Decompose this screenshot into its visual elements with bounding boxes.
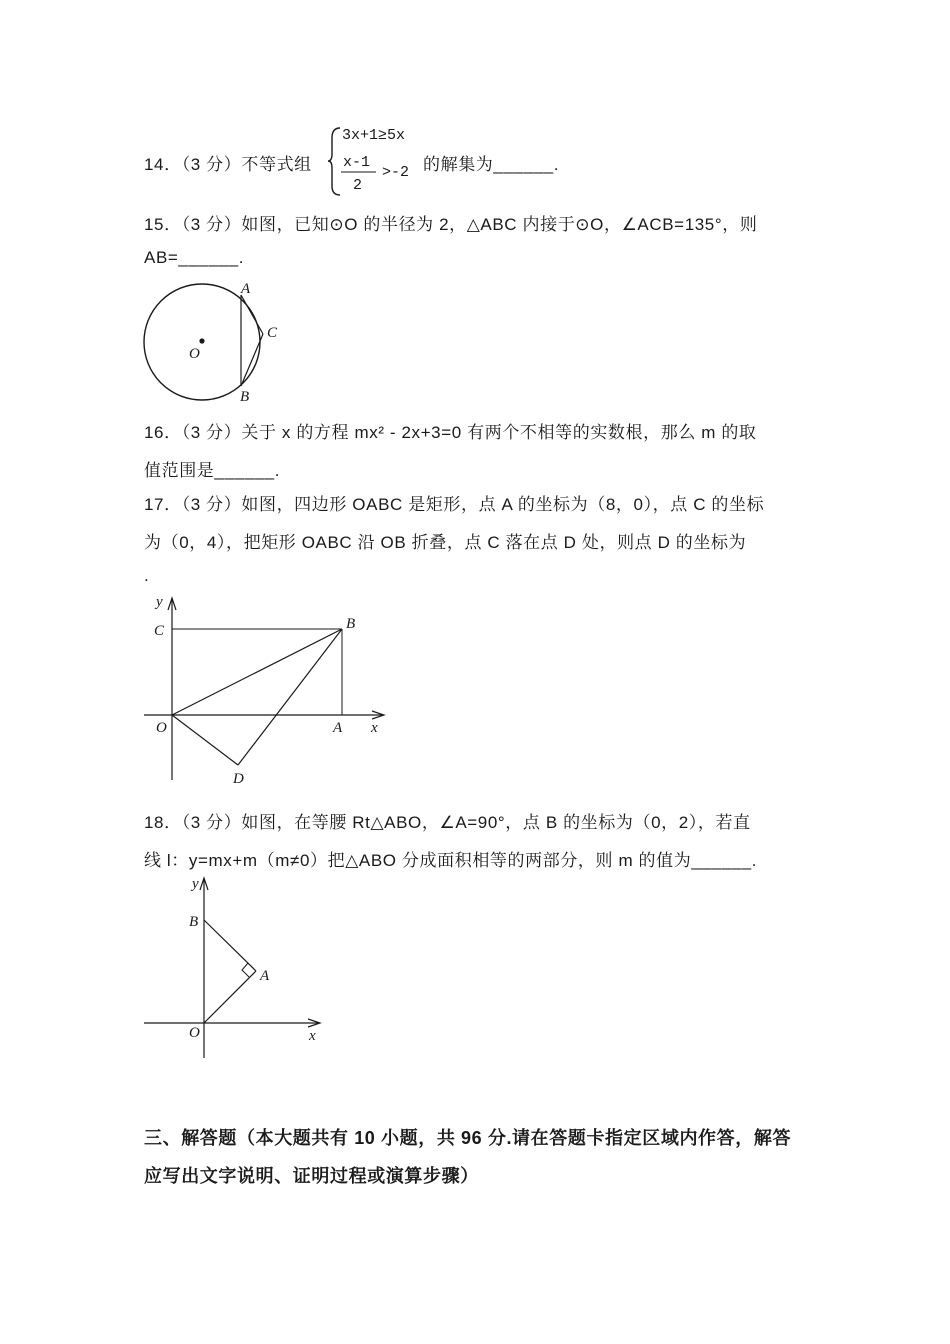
q17-label-b: B [346, 616, 356, 632]
q17-rectangle-figure [144, 590, 394, 790]
q15-circle-figure [140, 280, 290, 408]
q15-label-o: O [189, 346, 200, 362]
q15-label-b: B [240, 389, 250, 405]
q14-inequality-1: 3x+1≥5x [342, 127, 406, 144]
q14-fraction-denominator: 2 [353, 177, 363, 194]
q17-segment-db [238, 629, 342, 765]
q14-fraction-numerator: x-1 [343, 154, 371, 171]
q18-right-angle-mark [242, 963, 249, 977]
q14-prefix: 14．（3 分）不等式组 [144, 155, 312, 174]
q15-center-dot [199, 338, 204, 343]
q15-line-2: AB=______. [144, 248, 245, 267]
q18-triangle-figure [140, 872, 330, 1064]
q17-line-1: 17．（3 分）如图，四边形 OABC 是矩形，点 A 的坐标为（8，0），点 C 的坐标 [144, 495, 765, 514]
q14-suffix: 的解集为______. [423, 155, 560, 174]
q17-segment-od [172, 715, 238, 765]
q18-label-x: x [309, 1028, 316, 1044]
q16-line-2: 值范围是______. [144, 461, 281, 480]
q17-line-3: . [144, 566, 150, 585]
section3-heading-line-2: 应写出文字说明、证明过程或演算步骤） [144, 1166, 479, 1186]
q18-label-b: B [189, 914, 199, 930]
q15-segment-ac [241, 295, 263, 334]
q15-label-a: A [241, 281, 251, 297]
q18-segment-ao [204, 971, 256, 1023]
q17-label-d: D [233, 771, 244, 787]
q15-label-c: C [267, 325, 278, 341]
q18-label-y: y [192, 876, 199, 892]
q15-line-1: 15．（3 分）如图，已知⊙O 的半径为 2，△ABC 内接于⊙O，∠ACB=135°，则 [144, 215, 758, 234]
q15-segment-bc [241, 334, 263, 386]
q18-line-1: 18．（3 分）如图，在等腰 Rt△ABO，∠A=90°，点 B 的坐标为（0，2），若直 [144, 813, 751, 832]
q18-line-2: 线 l：y=mx+m（m≠0）把△ABO 分成面积相等的两部分，则 m 的值为______. [144, 851, 757, 870]
q17-diagonal-ob [172, 629, 342, 715]
q17-label-o: O [156, 720, 167, 736]
q17-label-y: y [156, 594, 163, 610]
q17-line-2: 为（0，4），把矩形 OABC 沿 OB 折叠，点 C 落在点 D 处，则点 D 的坐标为 [144, 533, 747, 552]
q14-inequality-2-rhs: >-2 [382, 164, 410, 181]
q17-label-c: C [154, 623, 165, 639]
q16-line-1: 16．（3 分）关于 x 的方程 mx² - 2x+3=0 有两个不相等的实数根，那么 m 的取 [144, 423, 757, 442]
section3-heading-line-1: 三、解答题（本大题共有 10 小题，共 96 分.请在答题卡指定区域内作答，解答 [144, 1128, 792, 1148]
q18-label-a: A [260, 968, 270, 984]
q17-label-a: A [333, 720, 343, 736]
q17-label-x: x [371, 720, 378, 736]
q18-label-o: O [189, 1025, 200, 1041]
